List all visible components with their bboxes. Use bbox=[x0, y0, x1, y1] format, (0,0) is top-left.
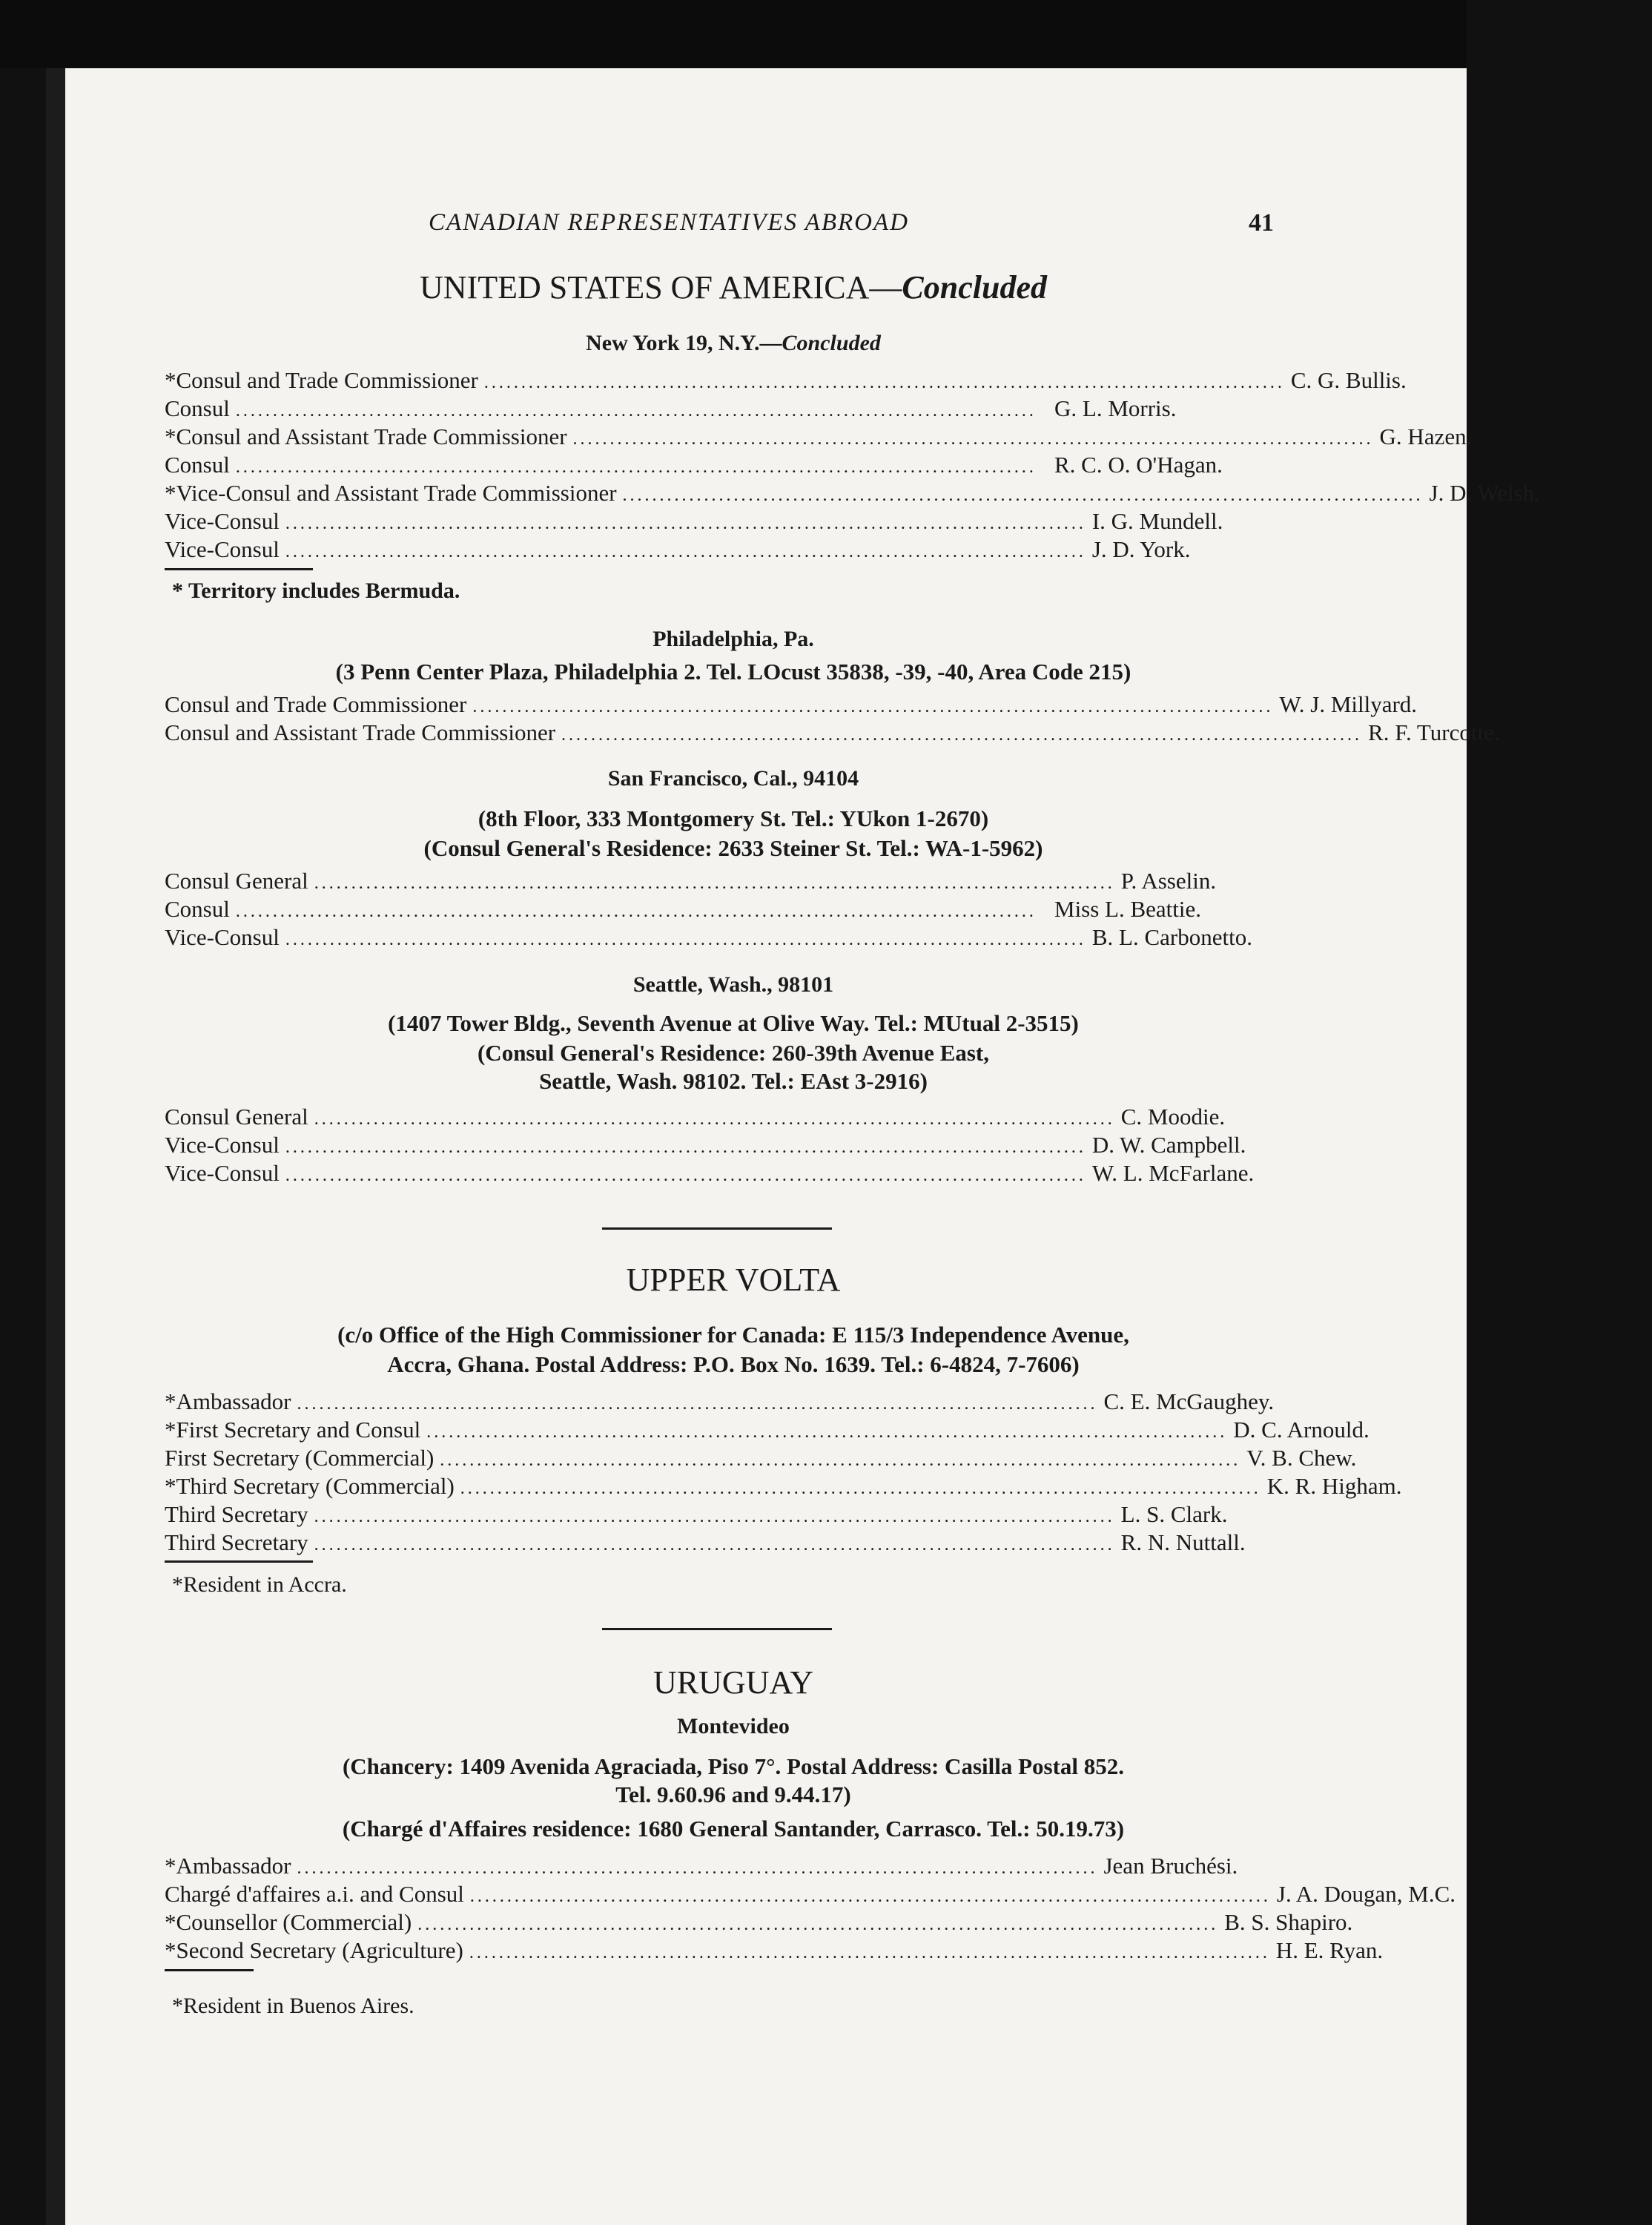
list-item: *Counsellor (Commercial) ............................................................................................................ B. S. Shapiro. bbox=[165, 1909, 1353, 1935]
address-upper-volta-1: (c/o Office of the High Commissioner for Canada: E 115/3 Independence Avenue, bbox=[337, 1322, 1129, 1348]
section-divider bbox=[602, 1628, 832, 1630]
list-item: Consul and Assistant Trade Commissioner ............................................................................................................ R. F. Turcotte. bbox=[165, 719, 1500, 745]
list-item: Vice-Consul ............................................................................................................ I. G. Mundell. bbox=[165, 508, 1223, 534]
city-heading-seattle: Seattle, Wash., 98101 bbox=[632, 972, 834, 997]
running-head bbox=[0, 209, 1467, 239]
page-binding-edge bbox=[46, 68, 65, 2225]
address-upper-volta-2: Accra, Ghana. Postal Address: P.O. Box No. 1639. Tel.: 6-4824, 7-7606) bbox=[387, 1351, 1080, 1377]
list-item: Consul General ............................................................................................................ P. Asselin. bbox=[165, 868, 1217, 894]
list-item: Vice-Consul ............................................................................................................ B. L. Carbonetto. bbox=[165, 924, 1252, 950]
section-title-uruguay: URUGUAY bbox=[653, 1664, 813, 1701]
address-uruguay-1: (Chancery: 1409 Avenida Agraciada, Piso 7°. Postal Address: Casilla Postal 852. bbox=[342, 1753, 1125, 1779]
list-item: *Ambassador ............................................................................................................ Jean Bruchési. bbox=[165, 1853, 1238, 1879]
address-san-francisco-1: (8th Floor, 333 Montgomery St. Tel.: YUkon 1-2670) bbox=[478, 805, 989, 831]
footnote-ny: * Territory includes Bermuda. bbox=[172, 578, 460, 603]
list-item: Consul and Trade Commissioner ............................................................................................................ W. J. Millyard. bbox=[165, 691, 1418, 717]
address-uruguay-2: Tel. 9.60.96 and 9.44.17) bbox=[615, 1781, 851, 1807]
list-item: *Consul and Trade Commissioner ............................................................................................................ C. G. Bullis. bbox=[165, 367, 1407, 393]
footnote-upper-volta: *Resident in Accra. bbox=[172, 1572, 347, 1597]
list-item: *First Secretary and Consul ............................................................................................................ D. C. Arnould. bbox=[165, 1417, 1369, 1443]
list-item: Consul ............................................................................................................ Miss L. Beattie. bbox=[165, 896, 1202, 922]
list-item: Third Secretary ............................................................................................................ R. N. Nuttall. bbox=[165, 1529, 1246, 1555]
footnote-rule bbox=[165, 1560, 313, 1563]
list-item: Consul ............................................................................................................ R. C. O. O'Hagan. bbox=[165, 452, 1223, 478]
list-item: Vice-Consul ............................................................................................................ J. D. York. bbox=[165, 536, 1191, 562]
section-title-usa: UNITED STATES OF AMERICA—Concluded bbox=[420, 269, 1047, 306]
address-seattle-3: Seattle, Wash. 98102. Tel.: EAst 3-2916) bbox=[539, 1068, 928, 1094]
list-item: *Ambassador ............................................................................................................ C. E. McGaughey. bbox=[165, 1388, 1275, 1414]
running-head-title: CANADIAN REPRESENTATIVES ABROAD bbox=[429, 209, 909, 236]
footnote-rule bbox=[165, 568, 313, 570]
footnote-rule bbox=[165, 1969, 254, 1971]
list-item: Third Secretary ............................................................................................................ L. S. Clark. bbox=[165, 1501, 1228, 1527]
address-philadelphia: (3 Penn Center Plaza, Philadelphia 2. Tel. LOcust 35838, -39, -40, Area Code 215) bbox=[335, 659, 1131, 685]
list-item: Chargé d'affaires a.i. and Consul ............................................................................................................ J. A. Dougan, M.C. bbox=[165, 1881, 1456, 1907]
list-item: Vice-Consul ............................................................................................................ D. W. Campbell. bbox=[165, 1132, 1246, 1158]
list-item: *Vice-Consul and Assistant Trade Commissioner ............................................................................................................ J. D. Welsh. bbox=[165, 480, 1540, 506]
scan-border-top bbox=[0, 0, 1467, 68]
list-item: Vice-Consul ............................................................................................................ W. L. McFarlane. bbox=[165, 1160, 1255, 1186]
city-heading-san-francisco: San Francisco, Cal., 94104 bbox=[607, 766, 859, 791]
section-title-upper-volta: UPPER VOLTA bbox=[626, 1262, 841, 1298]
list-item: *Second Secretary (Agriculture) ............................................................................................................ H. E. Ryan. bbox=[165, 1937, 1384, 1963]
page-number: 41 bbox=[1249, 209, 1274, 237]
address-seattle-1: (1407 Tower Bldg., Seventh Avenue at Olive Way. Tel.: MUtual 2-3515) bbox=[388, 1010, 1079, 1036]
list-item: First Secretary (Commercial) ............................................................................................................ V. B. Chew. bbox=[165, 1445, 1357, 1471]
list-item: *Consul and Assistant Trade Commissioner ............................................................................................................ G. Hazen. bbox=[165, 423, 1473, 449]
city-heading-philadelphia: Philadelphia, Pa. bbox=[652, 627, 814, 651]
address-seattle-2: (Consul General's Residence: 260-39th Avenue East, bbox=[477, 1040, 990, 1066]
list-item: Consul General ............................................................................................................ C. Moodie. bbox=[165, 1104, 1226, 1130]
address-uruguay-3: (Chargé d'Affaires residence: 1680 General Santander, Carrasco. Tel.: 50.19.73) bbox=[342, 1816, 1125, 1842]
city-heading-montevideo: Montevideo bbox=[677, 1714, 790, 1738]
footnote-uruguay: *Resident in Buenos Aires. bbox=[172, 1994, 414, 2018]
city-heading-new-york: New York 19, N.Y.—Concluded bbox=[586, 331, 881, 355]
list-item: *Third Secretary (Commercial) ............................................................................................................ K. R. Higham. bbox=[165, 1473, 1402, 1499]
list-item: Consul ............................................................................................................ G. L. Morris. bbox=[165, 395, 1177, 421]
address-san-francisco-2: (Consul General's Residence: 2633 Steiner St. Tel.: WA-1-5962) bbox=[423, 835, 1043, 861]
section-divider bbox=[602, 1227, 832, 1230]
